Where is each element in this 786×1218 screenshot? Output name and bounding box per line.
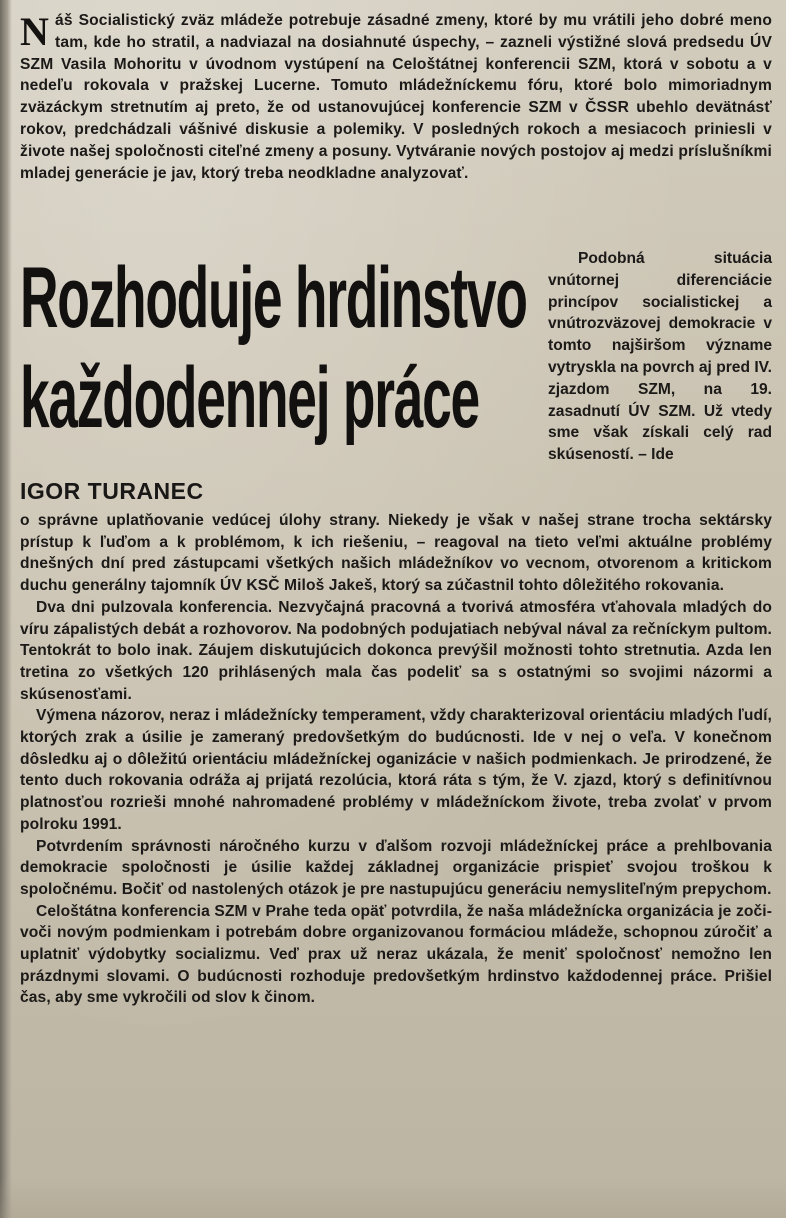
article-headline [20,248,540,448]
author-byline: IGOR TURANEC [20,478,204,504]
intro-paragraph [20,10,772,184]
body-paragraph-2: Dva dni pulzovala konferencia. Nezvyčajná pracovná a tvorivá atmosféra vťahovala mladých do víru zápalistých debát a rozhovorov. Na podobných podujatiach nebýval nával za rečníckym pultom. Tentokrát to bolo inak. Záujem diskutujúcich dokonca prevýšil možnosti tohto stretnutia. Azda len tretina zo všetkých 120 prihlásených mala čas podeliť sa s ostatnými so svojimi názormi a skúsenosťami. [20,598,772,703]
body-paragraph-1: o správne uplatňovanie vedúcej úlohy strany. Niekedy je však v našej strane trocha sektársky prístup k ľuďom a k problémom, k ich riešeniu, – reagoval na tieto veľmi aktuálne problémy dnešných dní pred zástupcami všetkých našich mládežníkov vo vecnom, otvorenom a kritickom duchu generálny tajomník ÚV KSČ Miloš Jakeš, ktorý sa zúčastnil tohto dôležitého rokovania. [20,512,772,595]
drop-cap: N [20,9,50,54]
body-paragraph-5: Celoštátna konferencia SZM v Prahe teda opäť potvrdila, že naša mládežnícka organizácia je zoči-voči novým podmienkam i potrebám dobre organizovanou formáciou mládeže, schopnou zúročiť a uplatniť výdobytky socializmu. Veď prax už neraz ukázala, že meniť spoločnosť nemožno len prázdnymi slovami. O budúcnosti rozhoduje predovšetkým hrdinstvo každodennej práce. Prišiel čas, aby sme vykročili od slov k činom. [20,902,772,1007]
body-paragraph-4: Potvrdením správnosti náročného kurzu v ďalšom rozvoji mládežníckej práce a prehlbovania demokracie spoločnosti je úsilie každej základnej organizácie prispieť svojou troškou k spoločnému. Bočiť od nastolených otázok je pre nastupujúcu generáciu nemysliteľným prepychom. [20,837,772,898]
article-body [20,510,772,1009]
side-column [548,248,772,466]
page-edge-shadow [0,0,12,1218]
side-column-text: Podobná situácia vnútornej diferenciácie princípov socialistickej a vnútrozväzovej demokracie v tomto najširšom význame vytryskla na povrch aj pred IV. zjazdom SZM, na 19. zasadnutí ÚV SZM. Už vtedy sme však získali celý rad skúseností. – Ide [548,250,772,464]
body-paragraph-3: Výmena názorov, neraz i mládežnícky temperament, vždy charakterizoval orientáciu mladých ľudí, ktorých zrak a úsilie je zameraný predovšetkým do budúcnosti. Ide v nej o veľa. V konečnom dôsledku aj o dôležitú orientáciu mládežníckej oganizácie v našich podmienkach. Je prirodzené, že tento duch rokovania odráža aj prijatá rezolúcia, ktorá ráta s tým, že V. zjazd, ktorý s definitívnou platnosťou rozrieši mnohé nahromadené problémy v mládežníckom živote, treba zvolať v prvom polroku 1991. [20,707,772,833]
headline-line-2: každodennej práce [20,350,479,446]
headline-line-1: Rozhoduje hrdinstvo [20,250,527,346]
paper-shade [0,1178,786,1218]
intro-text: áš Socialistický zväz mládeže potrebuje zásadné zmeny, ktoré by mu vrátili jeho dobré meno tam, kde ho stratil, a nadviazal na dosiahnuté úspechy, – zazneli výstižné slová predsedu ÚV SZM Vasila Mohoritu v úvodnom vystúpení na Celoštátnej konferencii SZM, ktorá v sobotu a v nedeľu rokovala v pražskej Lucerne. Tomuto mládežníckemu fóru, ktoré bolo mimoriadnym zväzáckym stretnutím aj preto, že od ustanovujúcej konferencie SZM v ČSSR ubehlo devätnásť rokov, predchádzali vášnivé diskusie a polemiky. V posledných rokoch a mesiacoch priniesli v živote našej spoločnosti citeľné zmeny a posuny. Vytváranie nových postojov aj medzi príslušníkmi mladej generácie je jav, ktorý treba neodkladne analyzovať. [20,12,772,182]
